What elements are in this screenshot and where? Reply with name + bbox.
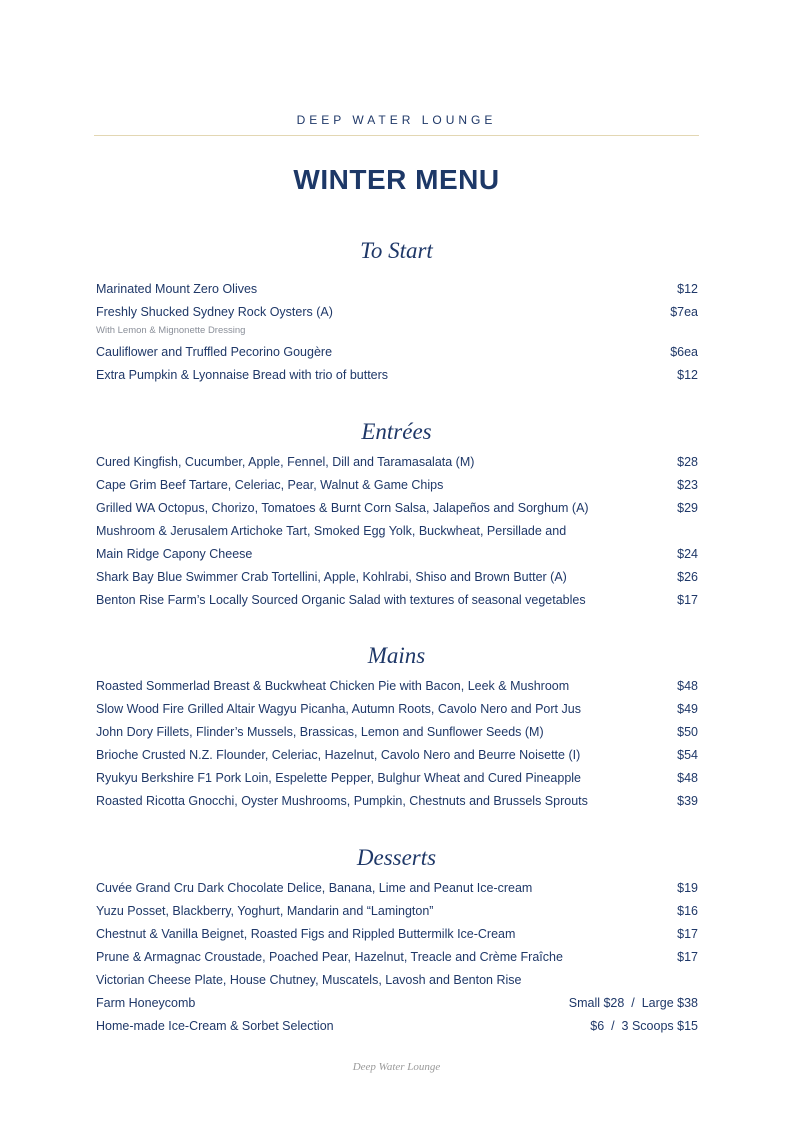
menu-item bbox=[96, 566, 698, 589]
header-divider bbox=[94, 135, 699, 136]
menu-item bbox=[96, 364, 698, 387]
menu-item bbox=[96, 767, 698, 790]
menu-item-name: Freshly Shucked Sydney Rock Oysters (A) bbox=[96, 305, 333, 319]
brand-name: DEEP WATER LOUNGE bbox=[296, 113, 497, 127]
menu-item-price: $17 bbox=[677, 593, 698, 607]
menu-item-price: $17 bbox=[677, 950, 698, 964]
menu-item-name: Slow Wood Fire Grilled Altair Wagyu Picanha, Autumn Roots, Cavolo Nero and Port Jus bbox=[96, 702, 581, 716]
menu-item-name: Ryukyu Berkshire F1 Pork Loin, Espelette Pepper, Bulghur Wheat and Cured Pineapple bbox=[96, 771, 581, 785]
menu-item bbox=[96, 301, 698, 324]
menu-item-price: $6 / 3 Scoops $15 bbox=[590, 1019, 698, 1033]
menu-item bbox=[96, 992, 698, 1015]
menu-item-name: Extra Pumpkin & Lyonnaise Bread with trio of butters bbox=[96, 368, 389, 382]
menu-item bbox=[96, 744, 698, 767]
menu-item-price: $6ea bbox=[670, 345, 698, 359]
menu-item bbox=[96, 278, 698, 301]
menu-item-name: John Dory Fillets, Flinder’s Mussels, Brassicas, Lemon and Sunflower Seeds (M) bbox=[96, 725, 544, 739]
menu-item-name: Benton Rise Farm’s Locally Sourced Organic Salad with textures of seasonal vegetables bbox=[96, 593, 586, 607]
menu-item bbox=[96, 497, 698, 520]
menu-item bbox=[96, 698, 698, 721]
menu-item-price: $23 bbox=[677, 478, 698, 492]
menu-item-name: Chestnut & Vanilla Beignet, Roasted Figs and Rippled Buttermilk Ice-Cream bbox=[96, 927, 516, 941]
menu-item-price: Small $28 / Large $38 bbox=[568, 996, 698, 1010]
menu-item-price: $48 bbox=[677, 679, 698, 693]
menu-item-price: $19 bbox=[677, 881, 698, 895]
menu-item-name: Main Ridge Capony Cheese bbox=[96, 547, 253, 561]
menu-item-name: Victorian Cheese Plate, House Chutney, Muscatels, Lavosh and Benton Rise bbox=[96, 973, 522, 987]
menu-item bbox=[96, 520, 698, 543]
menu-item-name: Marinated Mount Zero Olives bbox=[96, 282, 258, 296]
menu-item-name: Brioche Crusted N.Z. Flounder, Celeriac, Hazelnut, Cavolo Nero and Beurre Noisette (I) bbox=[96, 748, 581, 762]
menu-item bbox=[96, 589, 698, 612]
menu-item-price: $39 bbox=[677, 794, 698, 808]
menu-item bbox=[96, 543, 698, 566]
menu-item-name: Cauliflower and Truffled Pecorino Gougère bbox=[96, 345, 333, 359]
menu-item-name: Cuvée Grand Cru Dark Chocolate Delice, Banana, Lime and Peanut Ice-cream bbox=[96, 881, 533, 895]
menu-item-name: Shark Bay Blue Swimmer Crab Tortellini, Apple, Kohlrabi, Shiso and Brown Butter (A) bbox=[96, 570, 567, 584]
menu-item-price: $7ea bbox=[670, 305, 698, 319]
menu-item-name: Prune & Armagnac Croustade, Poached Pear, Hazelnut, Treacle and Crème Fraîche bbox=[96, 950, 563, 964]
menu-item-name: Roasted Ricotta Gnocchi, Oyster Mushrooms, Pumpkin, Chestnuts and Brussels Sprouts bbox=[96, 794, 588, 808]
menu-item bbox=[96, 900, 698, 923]
menu-item-price: $16 bbox=[677, 904, 698, 918]
menu-item-name: Mushroom & Jerusalem Artichoke Tart, Smoked Egg Yolk, Buckwheat, Persillade and bbox=[96, 524, 567, 538]
menu-item-price: $26 bbox=[677, 570, 698, 584]
menu-item bbox=[96, 946, 698, 969]
page-footer: Deep Water Lounge bbox=[352, 1061, 441, 1073]
section-title-mains: Mains bbox=[367, 643, 426, 668]
menu-item-price: $49 bbox=[677, 702, 698, 716]
menu-item bbox=[96, 923, 698, 946]
menu-item-price: $48 bbox=[677, 771, 698, 785]
menu-item-price: $12 bbox=[677, 282, 698, 296]
menu-item-name: Cured Kingfish, Cucumber, Apple, Fennel, Dill and Taramasalata (M) bbox=[96, 455, 475, 469]
menu-item-name: Yuzu Posset, Blackberry, Yoghurt, Mandarin and “Lamington” bbox=[96, 904, 434, 918]
menu-item bbox=[96, 969, 698, 992]
menu-item bbox=[96, 721, 698, 744]
menu-item-name: Roasted Sommerlad Breast & Buckwheat Chicken Pie with Bacon, Leek & Mushroom bbox=[96, 679, 570, 693]
menu-item bbox=[96, 474, 698, 497]
page-title: WINTER MENU bbox=[293, 164, 500, 195]
menu-item-price: $17 bbox=[677, 927, 698, 941]
menu-item-price: $54 bbox=[677, 748, 698, 762]
menu-item bbox=[96, 790, 698, 813]
section-title-desserts: Desserts bbox=[356, 845, 437, 870]
menu-item bbox=[96, 341, 698, 364]
menu-item-name: Home-made Ice-Cream & Sorbet Selection bbox=[96, 1019, 334, 1033]
menu-item-note: With Lemon & Mignonette Dressing bbox=[96, 325, 246, 336]
menu-item-name: Cape Grim Beef Tartare, Celeriac, Pear, Walnut & Game Chips bbox=[96, 478, 444, 492]
section-title-to-start: To Start bbox=[360, 238, 433, 263]
menu-item bbox=[96, 877, 698, 900]
menu-item bbox=[96, 675, 698, 698]
section-title-entrees: Entrées bbox=[361, 419, 432, 444]
menu-item-price: $29 bbox=[677, 501, 698, 515]
menu-item-name: Farm Honeycomb bbox=[96, 996, 196, 1010]
menu-item-price: $50 bbox=[677, 725, 698, 739]
menu-item-price: $24 bbox=[677, 547, 698, 561]
menu-item-name: Grilled WA Octopus, Chorizo, Tomatoes & Burnt Corn Salsa, Jalapeños and Sorghum (A) bbox=[96, 501, 589, 515]
menu-item-price: $12 bbox=[677, 368, 698, 382]
menu-item-price: $28 bbox=[677, 455, 698, 469]
menu-item bbox=[96, 1015, 698, 1038]
menu-item bbox=[96, 451, 698, 474]
